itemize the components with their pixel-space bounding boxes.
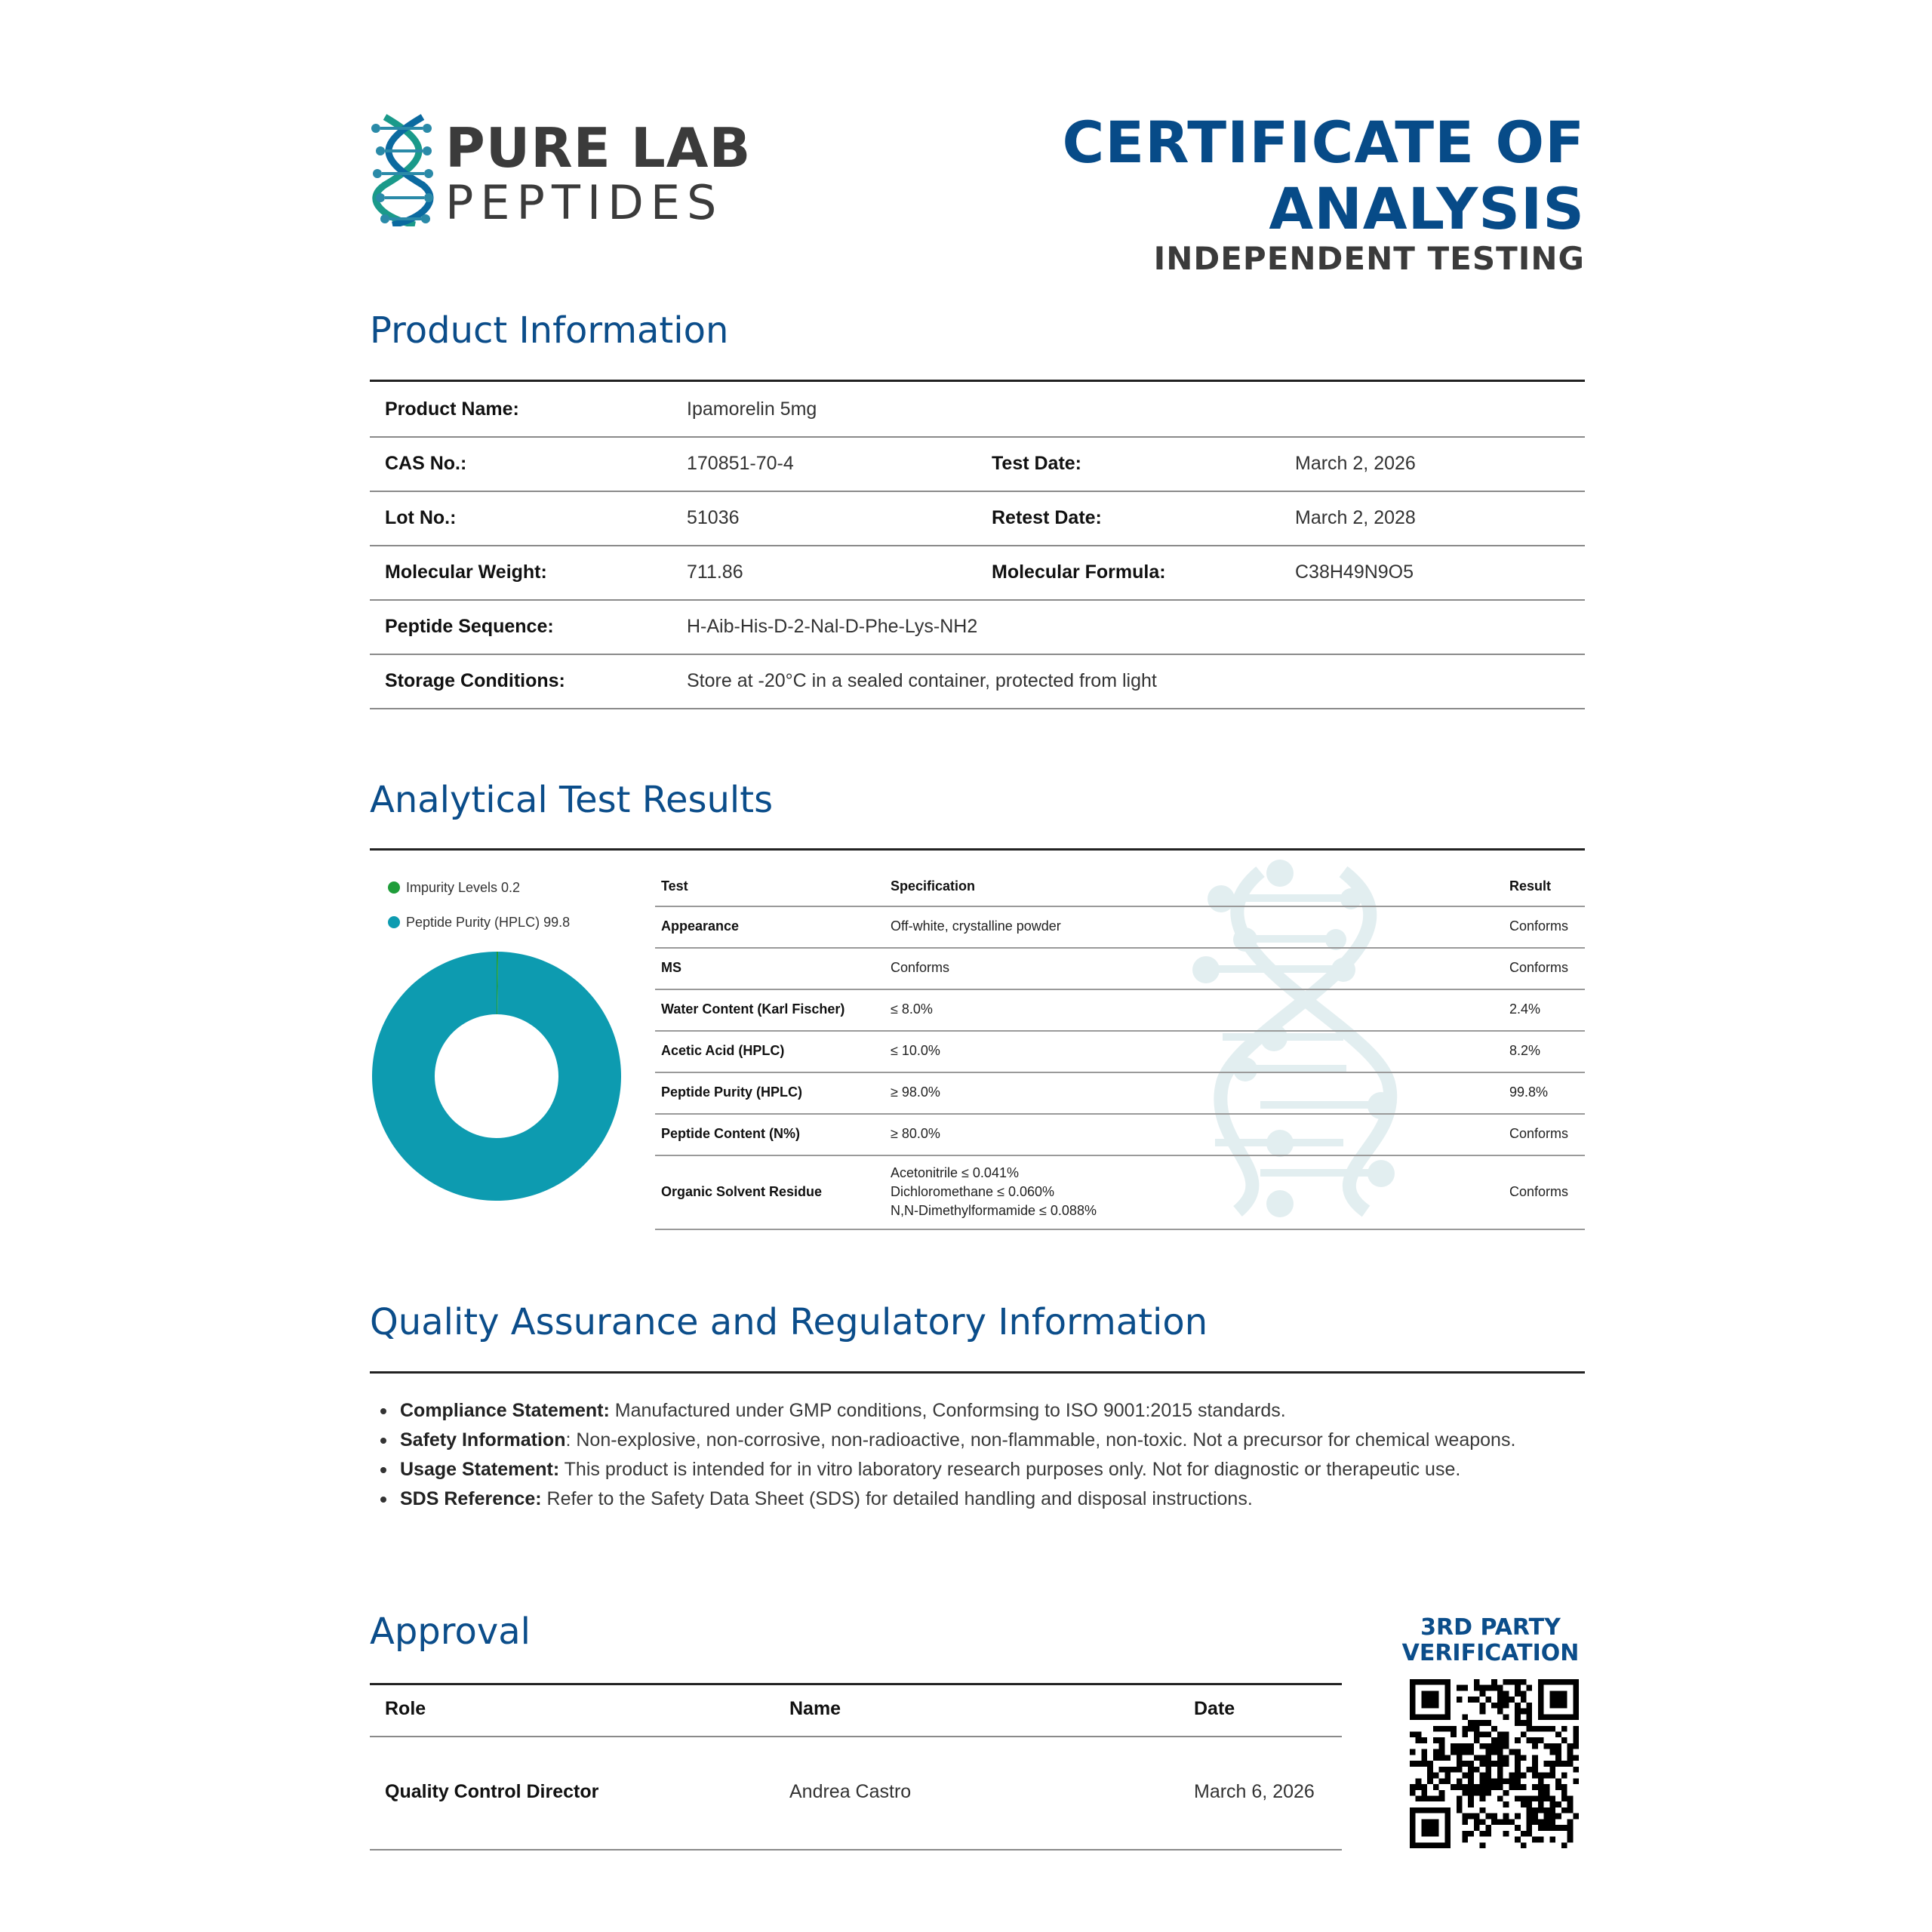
verification-line2: VERIFICATION xyxy=(1401,1640,1580,1666)
cell-test: Acetic Acid (HPLC) xyxy=(661,1043,785,1058)
info-label: Lot No.: xyxy=(385,507,457,528)
donut-slice-1 xyxy=(372,952,621,1201)
table-header-row xyxy=(655,866,1585,907)
legend-swatch xyxy=(388,881,400,894)
table-row xyxy=(655,1155,1585,1230)
table-row xyxy=(655,1072,1585,1115)
approval-header-name: Name xyxy=(789,1698,841,1719)
cell-test: Appearance xyxy=(661,918,740,934)
company-logo xyxy=(370,113,792,234)
logo-text-line1: PURE LAB xyxy=(445,116,752,180)
verification-qr-code[interactable] xyxy=(1410,1679,1579,1848)
section-rule xyxy=(370,1683,1342,1685)
cell-result: 8.2% xyxy=(1509,1043,1541,1058)
title-line1: CERTIFICATE OF xyxy=(1062,109,1585,176)
legend-item-impurity xyxy=(388,880,520,896)
cell-result: Conforms xyxy=(1509,1183,1569,1199)
section-rule xyxy=(370,1371,1585,1374)
cell-specification: ≤ 10.0% xyxy=(891,1043,940,1058)
qa-item-text: This product is intended for in vitro laboratory research purposes only. Not for diagnostic or therapeutic use. xyxy=(559,1459,1461,1480)
info-row-lot xyxy=(370,491,1585,546)
qa-item xyxy=(400,1396,1585,1426)
approval-header-role: Role xyxy=(385,1698,426,1719)
qa-item-label: Compliance Statement: xyxy=(400,1400,610,1421)
legend-label: Peptide Purity (HPLC) 99.8 xyxy=(406,915,571,930)
verification-line1: 3RD PARTY xyxy=(1420,1614,1561,1641)
info-value: March 2, 2028 xyxy=(1295,507,1416,528)
document-title xyxy=(1062,109,1585,242)
info-row-cas xyxy=(370,436,1585,492)
info-value: March 2, 2026 xyxy=(1295,453,1416,474)
cell-test: Peptide Content (N%) xyxy=(661,1126,800,1141)
cell-result: Conforms xyxy=(1509,960,1569,975)
info-value: H-Aib-His-D-2-Nal-D-Phe-Lys-NH2 xyxy=(687,616,978,637)
cell-test: Test xyxy=(661,878,688,894)
info-row-product-name xyxy=(370,382,1585,438)
table-divider xyxy=(370,1736,1342,1737)
section-title-approval: Approval xyxy=(370,1611,531,1653)
table-row xyxy=(655,906,1585,949)
info-value: C38H49N9O5 xyxy=(1295,561,1414,583)
qa-item-label: Usage Statement: xyxy=(400,1459,560,1480)
cell-specification: Specification xyxy=(891,878,976,894)
cell-test: Organic Solvent Residue xyxy=(661,1183,823,1199)
approval-header-date: Date xyxy=(1194,1698,1235,1719)
info-row-sequence xyxy=(370,599,1585,655)
qa-item xyxy=(400,1484,1585,1514)
third-party-verification-label xyxy=(1396,1615,1585,1666)
cell-test: Water Content (Karl Fischer) xyxy=(661,1001,845,1017)
qa-item-label: SDS Reference: xyxy=(400,1488,542,1509)
cell-result: 99.8% xyxy=(1509,1084,1549,1100)
document-subtitle: INDEPENDENT TESTING xyxy=(1153,240,1585,277)
cell-result: Conforms xyxy=(1509,1126,1569,1141)
section-title-product-info: Product Information xyxy=(370,309,729,352)
qa-item-label: Safety Information xyxy=(400,1429,566,1451)
cell-specification: Off-white, crystalline powder xyxy=(891,918,1061,934)
qa-item-text: Manufactured under GMP conditions, Conformsing to ISO 9001:2015 standards. xyxy=(609,1400,1286,1421)
legend-item-purity xyxy=(388,915,570,931)
purity-donut-chart xyxy=(368,948,625,1204)
certificate-page xyxy=(370,0,1585,1932)
info-label: Molecular Formula: xyxy=(992,561,1166,583)
title-line2: ANALYSIS xyxy=(1269,175,1585,242)
legend-swatch xyxy=(388,916,400,928)
cell-specification xyxy=(891,1155,1097,1229)
qa-item xyxy=(400,1455,1585,1484)
table-divider xyxy=(370,1849,1342,1850)
spec-line: N,N-Dimethylformamide ≤ 0.088% xyxy=(891,1202,1097,1218)
table-row xyxy=(655,1030,1585,1073)
approval-role: Quality Control Director xyxy=(385,1781,599,1802)
info-label: Retest Date: xyxy=(992,507,1102,528)
qa-bullet-list xyxy=(400,1396,1585,1514)
info-value: 170851-70-4 xyxy=(687,453,794,474)
cell-test: MS xyxy=(661,960,681,975)
approval-name: Andrea Castro xyxy=(789,1781,912,1802)
spec-line: Acetonitrile ≤ 0.041% xyxy=(891,1164,1019,1180)
qa-item-text: : Non-explosive, non-corrosive, non-radioactive, non-flammable, non-toxic. Not a precursor for chemical weapons. xyxy=(565,1429,1516,1451)
table-row xyxy=(655,989,1585,1032)
info-label: Product Name: xyxy=(385,398,519,420)
cell-specification: ≥ 80.0% xyxy=(891,1126,940,1141)
info-value: 711.86 xyxy=(687,561,743,583)
cell-result: Result xyxy=(1509,878,1552,894)
cell-test: Peptide Purity (HPLC) xyxy=(661,1084,803,1100)
info-value: Ipamorelin 5mg xyxy=(687,398,817,420)
qa-item xyxy=(400,1426,1585,1455)
spec-lines xyxy=(891,1164,1097,1220)
section-rule xyxy=(370,848,1585,851)
section-title-analytical: Analytical Test Results xyxy=(370,779,774,821)
info-label: Peptide Sequence: xyxy=(385,616,554,637)
info-label: Storage Conditions: xyxy=(385,670,565,691)
qa-item-text: Refer to the Safety Data Sheet (SDS) for detailed handling and disposal instructions. xyxy=(541,1488,1253,1509)
cell-specification: ≤ 8.0% xyxy=(891,1001,933,1017)
dna-logo-icon xyxy=(370,113,439,226)
info-label: Test Date: xyxy=(992,453,1082,474)
info-value: Store at -20°C in a sealed container, protected from light xyxy=(687,670,1157,691)
logo-text-line2: PEPTIDES xyxy=(445,175,724,230)
legend-label: Impurity Levels 0.2 xyxy=(406,880,521,895)
info-row-storage xyxy=(370,654,1585,709)
table-row xyxy=(655,1113,1585,1156)
info-value: 51036 xyxy=(687,507,740,528)
cell-specification: Conforms xyxy=(891,960,950,975)
info-label: Molecular Weight: xyxy=(385,561,547,583)
cell-result: Conforms xyxy=(1509,918,1569,934)
section-title-qa: Quality Assurance and Regulatory Information xyxy=(370,1301,1208,1343)
spec-line: Dichloromethane ≤ 0.060% xyxy=(891,1183,1055,1199)
approval-date: March 6, 2026 xyxy=(1194,1781,1315,1802)
cell-result: 2.4% xyxy=(1509,1001,1541,1017)
info-row-molecular-weight xyxy=(370,545,1585,601)
info-label: CAS No.: xyxy=(385,453,467,474)
cell-specification: ≥ 98.0% xyxy=(891,1084,940,1100)
table-row xyxy=(655,947,1585,990)
